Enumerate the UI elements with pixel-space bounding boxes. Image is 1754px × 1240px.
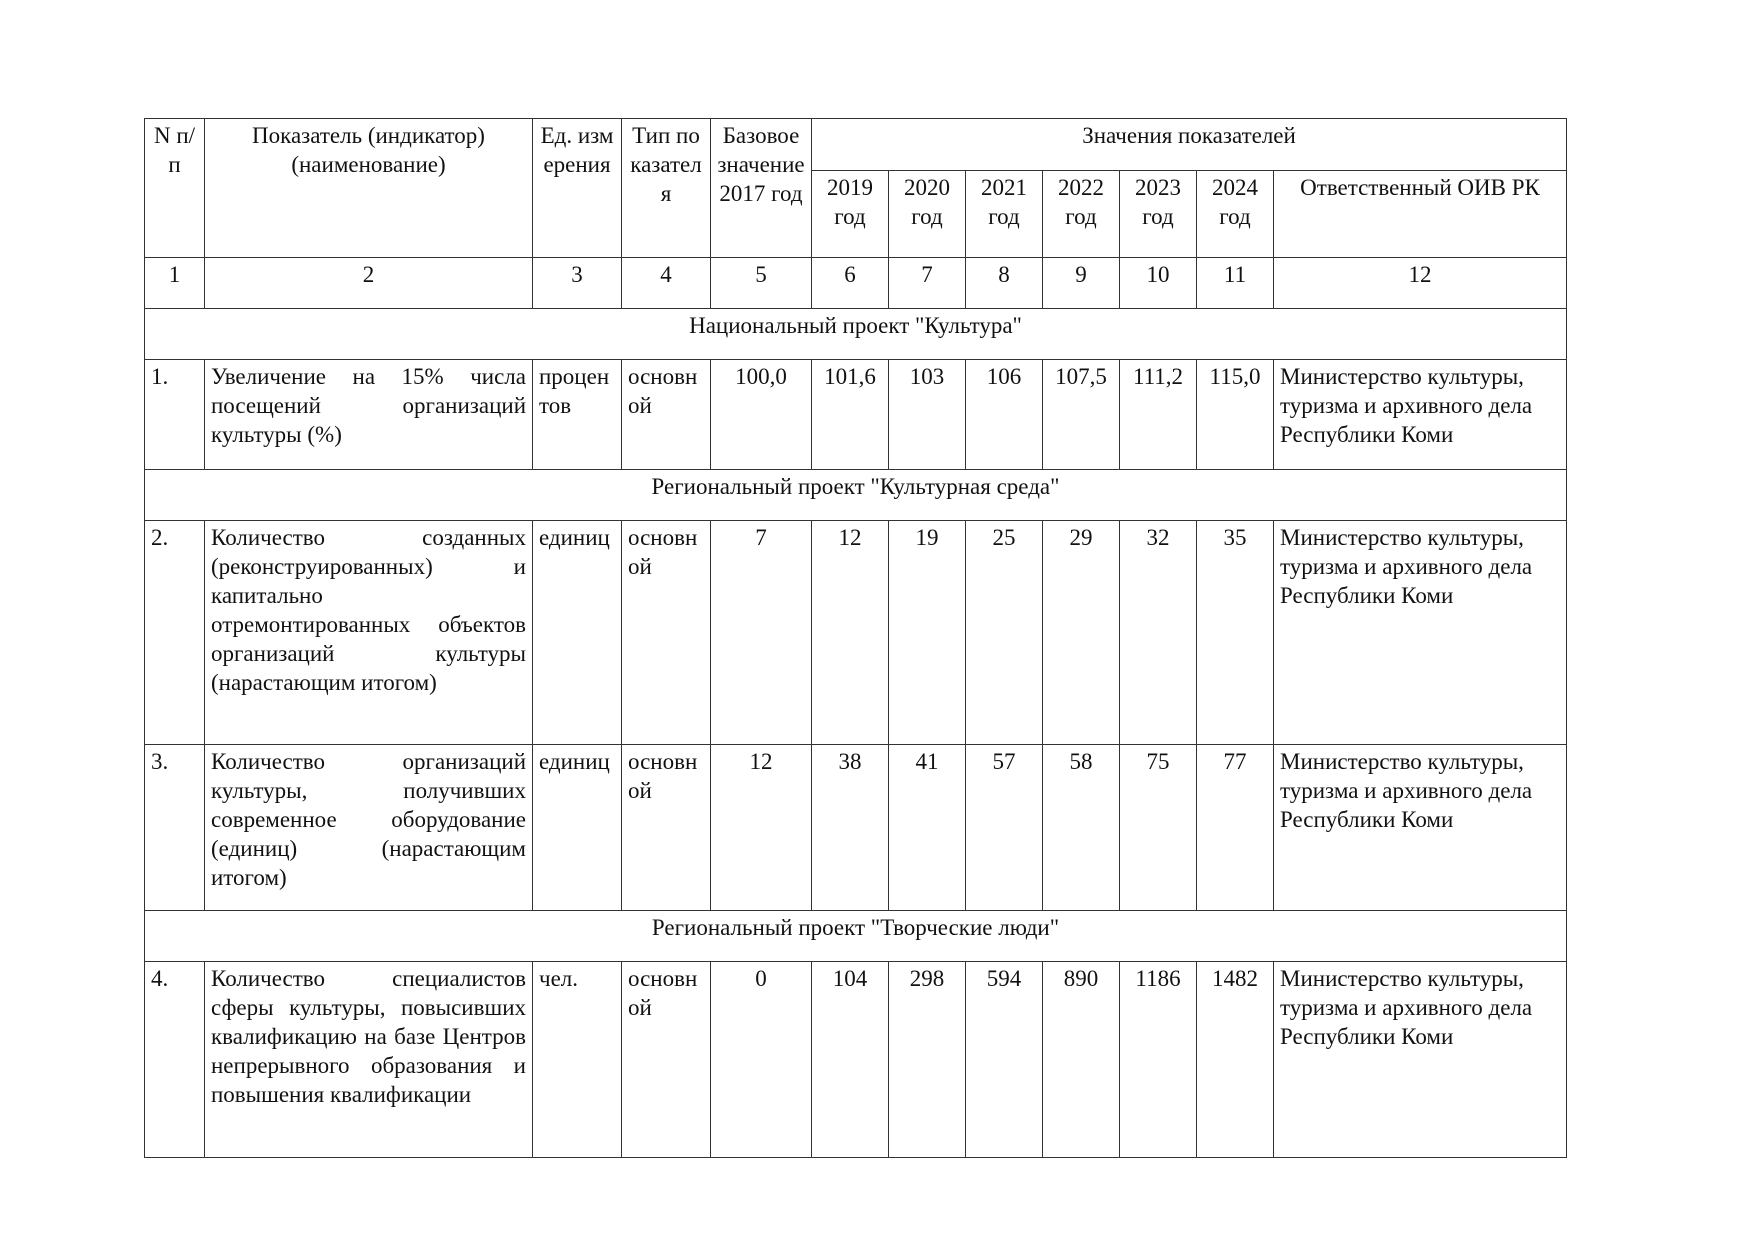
row-value: 41 — [889, 745, 966, 911]
header-base: Базовое значение 2017 год — [711, 119, 812, 258]
row-value: 298 — [889, 962, 966, 1158]
row-value: 58 — [1043, 745, 1120, 911]
section-row — [145, 911, 1567, 962]
row-value: 101,6 — [812, 360, 889, 470]
table-row — [145, 962, 1567, 1158]
section-row — [145, 470, 1567, 521]
column-numbers-row — [145, 258, 1567, 309]
table-row — [145, 745, 1567, 911]
row-value: 38 — [812, 745, 889, 911]
header-num: N п/п — [145, 119, 205, 258]
row-responsible: Министерство культуры, туризма и архивного дела Республики Коми — [1274, 962, 1567, 1158]
table-row — [145, 521, 1567, 745]
table-row — [145, 360, 1567, 470]
header-indicator: Показатель (индикатор) (наименование) — [205, 119, 533, 258]
column-number: 5 — [711, 258, 812, 309]
row-value: 57 — [966, 745, 1043, 911]
row-base: 100,0 — [711, 360, 812, 470]
row-type: основной — [622, 962, 711, 1158]
row-value: 32 — [1120, 521, 1197, 745]
row-responsible: Министерство культуры, туризма и архивного дела Республики Коми — [1274, 360, 1567, 470]
row-num: 4. — [145, 962, 205, 1158]
header-row — [145, 119, 1567, 171]
row-base: 0 — [711, 962, 812, 1158]
row-value: 111,2 — [1120, 360, 1197, 470]
row-indicator: Количество созданных (реконструированных) и капитально отремонтированных объектов организаций культуры (нарастающим итогом) — [205, 521, 533, 745]
row-type: основной — [622, 521, 711, 745]
row-indicator: Количество специалистов сферы культуры, повысивших квалификацию на базе Центров непрерывного образования и повышения квалификации — [205, 962, 533, 1158]
row-value: 106 — [966, 360, 1043, 470]
row-value: 77 — [1197, 745, 1274, 911]
row-indicator: Количество организаций культуры, получивших современное оборудование (единиц) (нарастающим итогом) — [205, 745, 533, 911]
row-unit: чел. — [533, 962, 622, 1158]
section-title: Региональный проект "Культурная среда" — [145, 470, 1567, 521]
header-year: 2019 год — [812, 171, 889, 258]
row-value: 19 — [889, 521, 966, 745]
row-unit: единиц — [533, 745, 622, 911]
column-number: 10 — [1120, 258, 1197, 309]
header-year: 2021 год — [966, 171, 1043, 258]
column-number: 12 — [1274, 258, 1567, 309]
row-unit: процентов — [533, 360, 622, 470]
row-value: 29 — [1043, 521, 1120, 745]
section-title: Национальный проект "Культура" — [145, 309, 1567, 360]
column-number: 4 — [622, 258, 711, 309]
column-number: 11 — [1197, 258, 1274, 309]
row-base: 7 — [711, 521, 812, 745]
row-unit: единиц — [533, 521, 622, 745]
row-value: 1186 — [1120, 962, 1197, 1158]
header-year: 2023 год — [1120, 171, 1197, 258]
row-base: 12 — [711, 745, 812, 911]
row-value: 107,5 — [1043, 360, 1120, 470]
column-number: 8 — [966, 258, 1043, 309]
column-number: 6 — [812, 258, 889, 309]
header-year: 2024 год — [1197, 171, 1274, 258]
row-num: 1. — [145, 360, 205, 470]
header-unit: Ед. измерения — [533, 119, 622, 258]
column-number: 7 — [889, 258, 966, 309]
section-title: Региональный проект "Творческие люди" — [145, 911, 1567, 962]
header-year: 2020 год — [889, 171, 966, 258]
row-value: 12 — [812, 521, 889, 745]
row-value: 594 — [966, 962, 1043, 1158]
row-num: 2. — [145, 521, 205, 745]
row-responsible: Министерство культуры, туризма и архивного дела Республики Коми — [1274, 521, 1567, 745]
header-responsible: Ответственный ОИВ РК — [1274, 171, 1567, 258]
column-number: 2 — [205, 258, 533, 309]
header-values-group: Значения показателей — [812, 119, 1567, 171]
row-type: основной — [622, 745, 711, 911]
column-number: 3 — [533, 258, 622, 309]
column-number: 9 — [1043, 258, 1120, 309]
row-responsible: Министерство культуры, туризма и архивного дела Республики Коми — [1274, 745, 1567, 911]
column-number: 1 — [145, 258, 205, 309]
row-value: 25 — [966, 521, 1043, 745]
row-value: 115,0 — [1197, 360, 1274, 470]
row-value: 35 — [1197, 521, 1274, 745]
row-indicator: Увеличение на 15% числа посещений организаций культуры (%) — [205, 360, 533, 470]
section-row — [145, 309, 1567, 360]
header-year: 2022 год — [1043, 171, 1120, 258]
row-value: 1482 — [1197, 962, 1274, 1158]
indicators-table — [144, 118, 1567, 1158]
row-value: 75 — [1120, 745, 1197, 911]
row-value: 890 — [1043, 962, 1120, 1158]
header-type: Тип показателя — [622, 119, 711, 258]
row-type: основной — [622, 360, 711, 470]
row-num: 3. — [145, 745, 205, 911]
row-value: 104 — [812, 962, 889, 1158]
row-value: 103 — [889, 360, 966, 470]
